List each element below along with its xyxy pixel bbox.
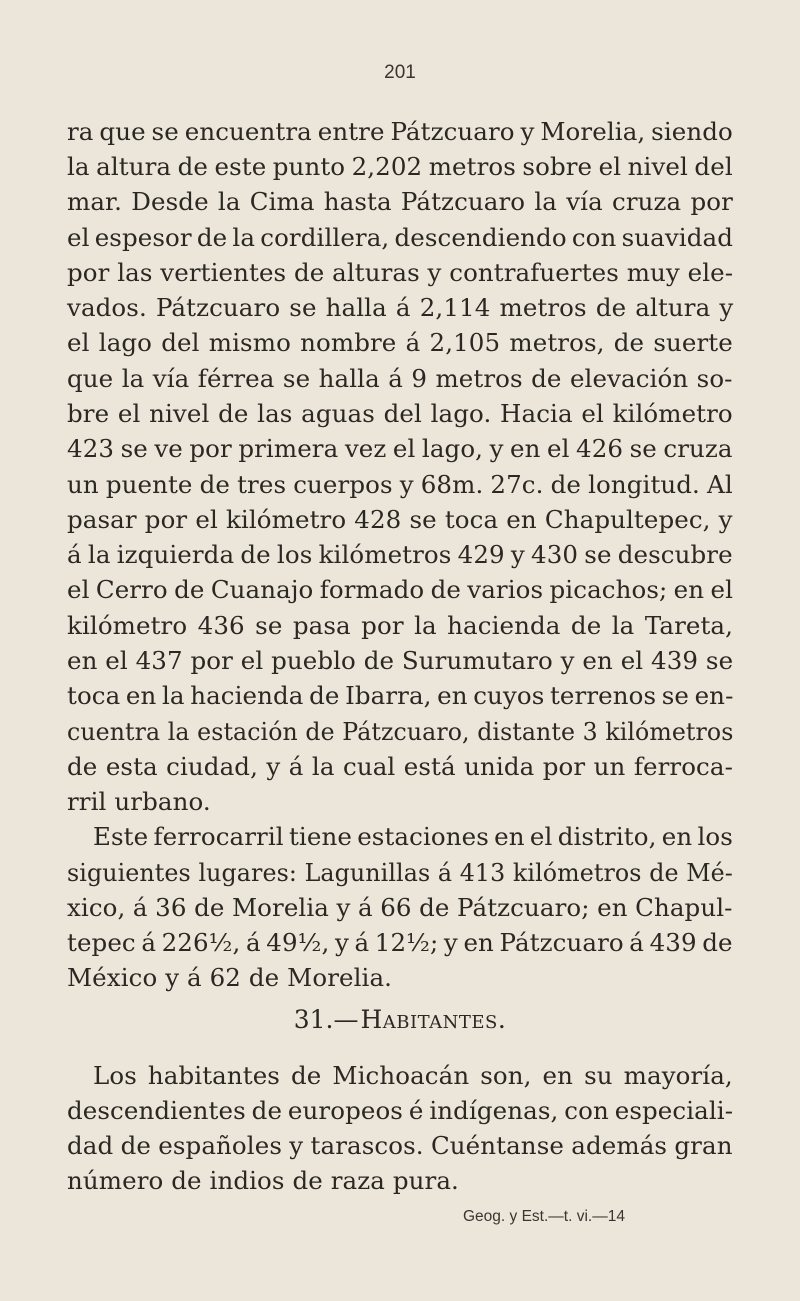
text-line-11: un puente de tres cuerpos y 68m. 27c. de longitud. Al — [67, 470, 733, 499]
text-line-5: por las vertientes de alturas y contrafuertes muy ele- — [67, 258, 734, 287]
text-line-8: que la vía férrea se halla á 9 metros de elevación so- — [67, 364, 733, 393]
section-heading — [0, 1005, 800, 1035]
text-line-28: dad de españoles y tarascos. Cuéntanse además gran — [67, 1131, 733, 1160]
text-line-14: el Cerro de Cuanajo formado de varios picachos; en el — [67, 575, 734, 604]
text-line-18: cuentra la estación de Pátzcuaro, distante 3 kilómetros — [67, 717, 734, 746]
text-line-16: en el 437 por el pueblo de Surumutaro y en el 439 se — [67, 646, 734, 675]
text-line-13: á la izquierda de los kilómetros 429 y 430 se descubre — [67, 540, 733, 569]
text-line-1: ra que se encuentra entre Pátzcuaro y Morelia, siendo — [67, 117, 733, 146]
text-line-20: rril urbano. — [67, 787, 211, 816]
text-line-19: de esta ciudad, y á la cual está unida por un ferroca- — [67, 752, 733, 781]
text-line-15: kilómetro 436 se pasa por la hacienda de la Tareta, — [67, 611, 734, 640]
text-line-4: el espesor de la cordillera, descendiendo con suavidad — [67, 223, 733, 252]
text-line-9: bre el nivel de las aguas del lago. Hacia el kilómetro — [67, 399, 733, 428]
section-number: 31.— — [293, 1005, 359, 1034]
text-line-27: descendientes de europeos é indígenas, con especiali- — [67, 1096, 734, 1125]
text-line-25: México y á 62 de Morelia. — [67, 963, 393, 992]
text-line-10: 423 se ve por primera vez el lago, y en el 426 se cruza — [67, 434, 733, 463]
signature-mark: Geog. y Est.—t. vi.—14 — [463, 1208, 625, 1225]
text-line-21: Este ferrocarril tiene estaciones en el distrito, en los — [93, 822, 733, 851]
text-line-7: el lago del mismo nombre á 2,105 metros, de suerte — [67, 328, 733, 357]
text-line-12: pasar por el kilómetro 428 se toca en Chapultepec, y — [67, 505, 733, 534]
text-line-17: toca en la hacienda de Ibarra, en cuyos terrenos se en- — [67, 681, 734, 710]
text-line-22: siguientes lugares: Lagunillas á 413 kilómetros de Mé- — [67, 858, 733, 887]
text-line-24: tepec á 226½, á 49½, y á 12½; y en Pátzcuaro á 439 de — [67, 928, 733, 957]
text-line-29: número de indios de raza pura. — [67, 1166, 459, 1195]
text-line-3: mar. Desde la Cima hasta Pátzcuaro la vía cruza por — [67, 187, 733, 216]
text-line-26: Los habitantes de Michoacán son, en su mayoría, — [93, 1061, 733, 1090]
text-line-6: vados. Pátzcuaro se halla á 2,114 metros de altura y — [67, 293, 734, 322]
section-title: Habitantes. — [360, 1005, 507, 1034]
text-line-23: xico, á 36 de Morelia y á 66 de Pátzcuaro; en Chapul- — [67, 893, 733, 922]
page-number: 201 — [384, 62, 416, 83]
text-line-2: la altura de este punto 2,202 metros sobre el nivel del — [67, 152, 733, 181]
